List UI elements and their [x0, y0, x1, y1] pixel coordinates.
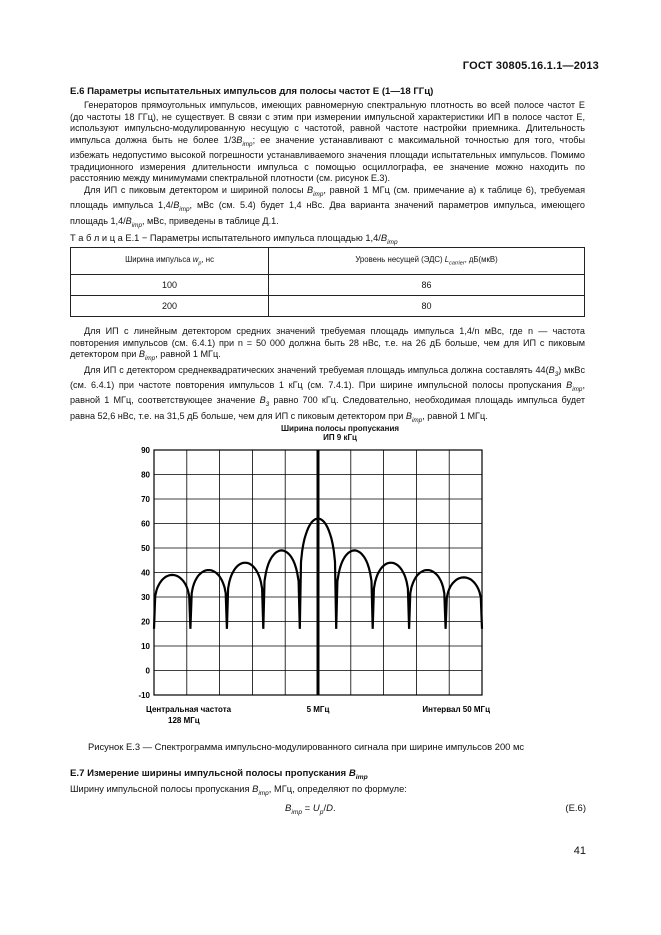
header-pulse-width: Ширина импульса $w_p$, нс — [71, 248, 269, 275]
section-e6-body — [70, 100, 585, 231]
cell-level: 86 — [269, 275, 585, 296]
y-tick-labels — [138, 446, 150, 700]
cell-level: 80 — [269, 296, 585, 317]
y-tick-label: 20 — [141, 617, 150, 627]
paragraph-pulse-generators: Генераторов прямоугольных импульсов, имеющих равномерную спектральную плотность во всей полосе частот Е (до частоты 18 ГГц), не существует. В связи с этим при измерении импульсной характеристики ИП в полосе частот Е, используют импульсно-модулированную несущую с частотой, равной частоте настройки приемника. Длительность импульса должна быть не более $1/3B_{imp}$; ее значение устанавливают с максимальной точностью для того, чтобы избежать недопустимо высокой погрешности устанавливаемого значения площади испытательных импульсов. Помимо традиционного измерения длительности импульса с помощью осциллографа, ее значение можно находить по расстоянию между минимумами спектральной плотности (см. рисунок Е.3). — [70, 100, 585, 184]
table-e1 — [70, 247, 585, 317]
table-row — [71, 275, 585, 296]
y-tick-label: 0 — [145, 666, 150, 676]
y-tick-label: 30 — [141, 593, 150, 602]
cell-width: 100 — [71, 275, 269, 296]
paragraph-linear-detector: Для ИП с линейным детектором средних значений требуемая площадь импульса 1,4/n мВс, где n — частота повторения импульсов (см. 6.4.1) при n = 50 000 должна быть 28 нВс, т.е. на 26 дБ больше, чем для ИП с пиковым детектором при $B_{imp}$, равной 1 МГц. — [70, 326, 585, 362]
doc-header-code: ГОСТ 30805.16.1.1—2013 — [462, 60, 599, 72]
section-detector-body — [70, 326, 585, 426]
x-label-center-frequency-value: 128 МГц — [168, 716, 200, 725]
y-tick-label: 90 — [141, 446, 150, 455]
cell-width: 200 — [71, 296, 269, 317]
equation-number: (Е.6) — [565, 803, 586, 814]
y-tick-label: 60 — [141, 519, 150, 529]
spectrogram-chart — [120, 440, 500, 740]
paragraph-peak-detector: Для ИП с пиковым детектором и шириной полосы $B_{imp}$, равной 1 МГц (см. примечание а) к таблице 6), требуемая площадь импульса $1,4/B_{imp}$, мВс (см. 5.4) будет 1,4 нВс. Два варианта значений параметров импульса, имеющего площадь $1,4/B_{imp}$, мВс, приведены в таблице Д.1. — [70, 184, 585, 229]
table-e1-caption: Т а б л и ц а Е.1 − Параметры испытательного импульса площадью $1,4/B_{imp}$ — [70, 233, 398, 246]
y-tick-label: 10 — [141, 642, 150, 651]
y-tick-label: -10 — [138, 691, 150, 700]
section-e7-text: Ширину импульсной полосы пропускания $B_{imp}$, МГц, определяют по формуле: — [70, 784, 407, 797]
y-tick-label: 80 — [141, 470, 150, 480]
page-number: 41 — [573, 845, 586, 857]
table-row — [71, 296, 585, 317]
y-tick-label: 70 — [141, 495, 150, 504]
figure-title-line2: ИП 9 кГц — [323, 433, 357, 442]
x-label-span: Интервал 50 МГц — [422, 705, 490, 714]
paragraph-rms-detector: Для ИП с детектором среднеквадратических значений требуемая площадь импульса должна составлять $44(B_3)$ мкВс (см. 6.4.1) при частоте повторения импульсов 1 кГц (см. 7.4.1). При ширине импульсной полосы пропускания $B_{imp}$, равной 1 МГц, соответствующее значение $B_3$ равно 700 кГц. Следовательно, необходимая площадь импульса будет равна 52,6 нВс, т.е. на 31,5 дБ больше, чем для ИП с пиковым детектором при $B_{imp}$, равной 1 МГц. — [70, 364, 585, 424]
section-e7-title: Е.7 Измерение ширины импульсной полосы пропускания $B_{imp}$ — [70, 768, 368, 781]
x-label-division: 5 МГц — [306, 705, 330, 714]
y-tick-label: 50 — [141, 544, 150, 553]
section-e6-title: Е.6 Параметры испытательных импульсов для полосы частот Е (1—18 ГГц) — [70, 86, 434, 97]
figure-title-line1: Ширина полосы пропускания — [280, 424, 400, 433]
x-label-center-frequency: Центральная частота — [146, 705, 232, 714]
table-header-row — [71, 248, 585, 275]
figure-caption: Рисунок Е.3 — Спектрограмма импульсно-модулированного сигнала при ширине импульсов 200 мс — [88, 741, 525, 752]
formula-e6: $B_{imp} = U_p/D$. — [285, 803, 336, 816]
y-tick-label: 40 — [141, 568, 150, 578]
header-carrier-level: Уровень несущей (ЭДС) $L_{carrier}$, дБ(мкВ) — [269, 248, 585, 275]
